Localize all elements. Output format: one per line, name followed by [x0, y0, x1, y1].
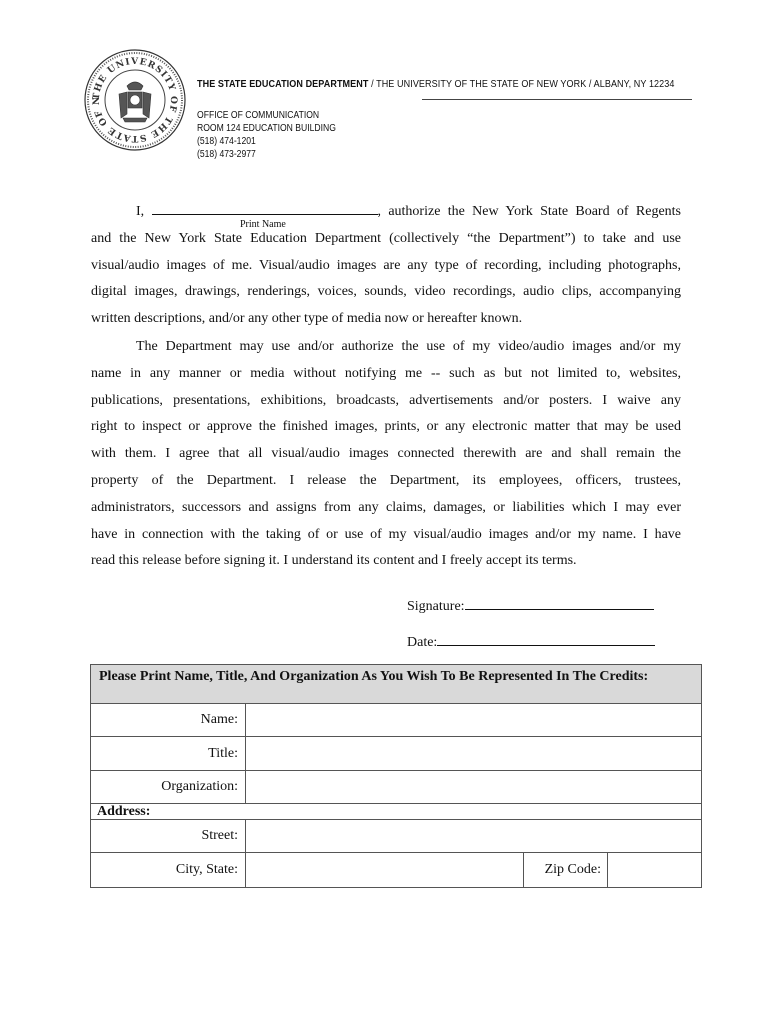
signature-field[interactable] — [465, 597, 654, 610]
zip-code-label: Zip Code: — [524, 853, 608, 888]
print-name-field[interactable] — [152, 202, 378, 215]
paragraph-line: right to inspect or approve the finished images, prints, or any electronic matter that may be used — [91, 419, 681, 435]
university-address: / THE UNIVERSITY OF THE STATE OF NEW YORK / ALBANY, NY 12234 — [368, 78, 675, 90]
office-room: ROOM 124 EDUCATION BUILDING — [197, 123, 336, 134]
street-label: Street: — [91, 820, 246, 853]
name-input-cell[interactable] — [246, 704, 702, 737]
street-input-cell[interactable] — [246, 820, 702, 853]
paragraph-line: written descriptions, and/or any other type of media now or hereafter known. — [91, 311, 523, 327]
zip-code-input-cell[interactable] — [608, 853, 702, 888]
signature-label: Signature: — [407, 599, 465, 614]
new-york-state-seal-icon — [83, 48, 187, 152]
date-row — [407, 633, 655, 651]
release-paragraph-1 — [91, 199, 681, 333]
title-input-cell[interactable] — [246, 737, 702, 771]
paragraph-line: with them. I agree that all visual/audio images connected therewith are and shall remain the — [91, 446, 681, 462]
release-paragraph-2 — [91, 334, 681, 575]
seal-text: THE UNIVERSITY OF THE STATE OF N — [91, 56, 179, 144]
office-contact-block — [197, 109, 623, 161]
office-phone-1: (518) 474-1201 — [197, 136, 256, 147]
paragraph-line: read this release before signing it. I understand its content and I freely accept its terms. — [91, 553, 577, 569]
paragraph-text: I, — [136, 204, 145, 219]
office-phone-2: (518) 473-2977 — [197, 149, 256, 160]
paragraph-line — [91, 199, 681, 226]
paragraph-text: , authorize the New York State Board of Regents — [377, 204, 682, 219]
city-state-input-cell[interactable] — [246, 853, 524, 888]
address-label: Address: — [91, 804, 702, 820]
city-state-label: City, State: — [91, 853, 246, 888]
organization-label: Organization: — [91, 771, 246, 804]
letterhead — [197, 78, 692, 161]
paragraph-line: have in connection with the taking of or use of my visual/audio images and/or my name. I have — [91, 526, 681, 542]
signature-row — [407, 597, 654, 615]
paragraph-line: visual/audio images of me. Visual/audio images are any type of recording, including photographs, — [91, 257, 681, 273]
paragraph-line: and the New York State Education Department (collectively “the Department”) to take and use — [91, 230, 681, 246]
department-name: THE STATE EDUCATION DEPARTMENT — [197, 78, 369, 90]
credits-header: Please Print Name, Title, And Organization As You Wish To Be Represented In The Credits: — [91, 665, 702, 704]
paragraph-line: property of the Department. I release the Department, its employees, officers, trustees, — [91, 472, 681, 488]
date-label: Date: — [407, 635, 438, 650]
organization-input-cell[interactable] — [246, 771, 702, 804]
office-name: OFFICE OF COMMUNICATION — [197, 110, 320, 121]
credits-table — [90, 664, 702, 888]
paragraph-text: The Department may use and/or authorize the use of my video/audio images and/or my — [136, 339, 681, 354]
paragraph-line — [91, 334, 681, 361]
date-field[interactable] — [437, 633, 655, 646]
print-name-caption: Print Name — [240, 219, 286, 230]
paragraph-line: publications, presentations, exhibitions, broadcasts, advertisements and/or posters. I waive any — [91, 392, 681, 408]
letterhead-title — [197, 78, 675, 90]
paragraph-line: name in any manner or media without notifying me -- such as but not limited to, websites, — [91, 365, 681, 381]
name-label: Name: — [91, 704, 246, 737]
paragraph-line: digital images, drawings, renderings, voices, sounds, video recordings, audio clips, accompanying — [91, 284, 681, 300]
paragraph-line: administrators, successors and assigns from any claims, damages, or liabilities which I may ever — [91, 499, 681, 515]
letterhead-rule — [422, 99, 692, 100]
title-label: Title: — [91, 737, 246, 771]
